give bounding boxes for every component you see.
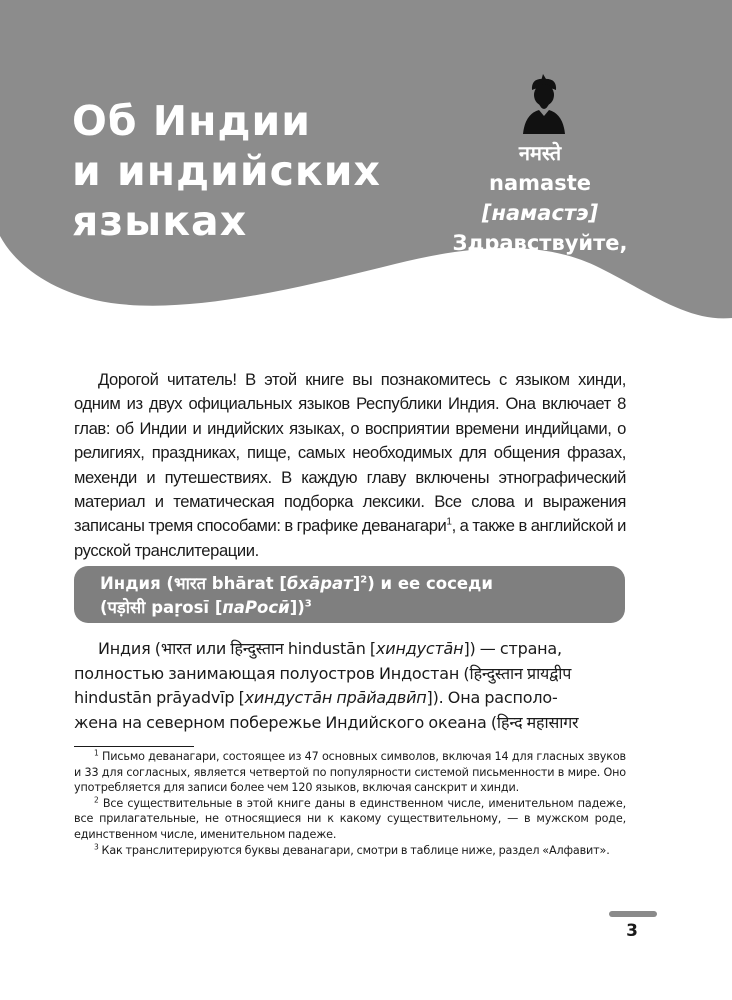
heading-text: paṛosī [ — [145, 598, 223, 617]
footnote-ref: 2 — [360, 574, 368, 586]
chapter-title-line: и индийских — [72, 147, 381, 195]
body-devanagari: भारत — [160, 639, 192, 658]
intro-text: , а также в английской и русской транслитерации. — [74, 516, 626, 560]
body-text: hindustān [ — [283, 639, 376, 658]
greeting-transliteration: [намастэ] — [481, 201, 599, 225]
footnote — [74, 843, 626, 859]
heading-transliteration: бхāрат — [286, 574, 353, 593]
footnote-text: Все существительные в этой книге даны в единственном числе, именительном падеже, все прилагательные, не относящиеся ни к какому существительному, — в мужском роде, единственном числе, именительном падеже. — [74, 796, 626, 841]
footnote-number: 3 — [94, 841, 99, 851]
greeting-translation: Здравствуйте, — [452, 231, 628, 255]
body-text: полностью занимающая полуостров Индостан ( — [74, 663, 470, 683]
heading-text: ]) — [289, 598, 305, 617]
page-number: 3 — [626, 921, 638, 941]
body-text: Индия ( — [98, 639, 161, 658]
heading-text: bhārat [ — [206, 574, 287, 593]
body-text: ]). Она располо- — [426, 688, 558, 707]
body-devanagari: हिन्दुस्तान प्रायद्वीप — [469, 663, 572, 683]
footnote-number: 1 — [94, 748, 99, 758]
chapter-title — [72, 96, 452, 246]
heading-text: ( — [100, 598, 108, 617]
body-paragraph — [74, 637, 626, 735]
body-line — [74, 637, 626, 662]
greeting-devanagari: नमस्ते — [518, 141, 562, 165]
body-transliteration: хиндустāн прāйадвӣп — [244, 688, 427, 707]
body-devanagari: हिन्दुस्तान — [230, 639, 284, 658]
footnote-ref: 3 — [304, 598, 312, 610]
intro-text: Дорогой читатель! В этой книге вы познакомитесь с языком хинди, одним из двух официальных языков Республики Индия. Она включает 8 глав: об Индии и индийских языках, о восприятии времени индийцами, о религиях, праздниках, пище, самых необходимых для общения фразах, мехенди и путешествиях. В каждую главу включены этнографический материал и тематическая подборка лексики. Все слова и выражения записаны тремя способами: в графике деванагари — [74, 370, 626, 536]
body-text: жена на северном побережье Индийского океана ( — [74, 712, 497, 732]
body-devanagari: हिन्द महासागर — [496, 712, 579, 732]
body-text: ]) — страна, — [463, 639, 562, 658]
footnote — [74, 749, 626, 796]
body-line — [74, 711, 626, 736]
greeting-block — [420, 138, 660, 288]
intro-paragraph — [74, 368, 626, 563]
heading-text: ) и ее соседи — [367, 574, 493, 593]
heading-devanagari: पड़ोसी — [107, 598, 146, 617]
footnote-ref: 1 — [446, 516, 452, 528]
person-in-turban-icon — [519, 72, 569, 134]
footnotes — [74, 749, 626, 858]
footnote-number: 2 — [94, 795, 99, 805]
heading-transliteration: паРосӣ — [222, 598, 290, 617]
greeting-translation: Привет — [496, 261, 584, 285]
heading-devanagari: भारत — [173, 574, 207, 593]
body-line — [74, 662, 626, 687]
footnote-text: Письмо деванагари, состоящее из 47 основных символов, включая 14 для гласных звуков и 33 для согласных, является четвертой по популярности системой письменности в мире. Оно употребляется для записи более чем 120 языков, включая санскрит и хинди. — [74, 750, 626, 795]
body-line — [74, 686, 626, 711]
page-number-bar — [609, 911, 657, 917]
section-heading-line — [100, 596, 605, 620]
heading-text: Индия ( — [100, 574, 174, 593]
footnote — [74, 796, 626, 843]
footnote-divider — [74, 746, 194, 747]
heading-text: ] — [352, 574, 361, 593]
section-heading-line — [100, 572, 605, 596]
chapter-title-line: языках — [72, 197, 248, 245]
chapter-title-line: Об Индии — [72, 97, 311, 145]
section-heading — [74, 566, 625, 623]
body-transliteration: хиндустāн — [375, 639, 464, 658]
body-text: или — [191, 639, 231, 658]
greeting-latin: namaste — [489, 171, 591, 195]
footnote-text: Как транслитерируются буквы деванагари, смотри в таблице ниже, раздел «Алфавит». — [101, 843, 610, 857]
body-text: hindustān prāyadvīp [ — [74, 688, 245, 707]
